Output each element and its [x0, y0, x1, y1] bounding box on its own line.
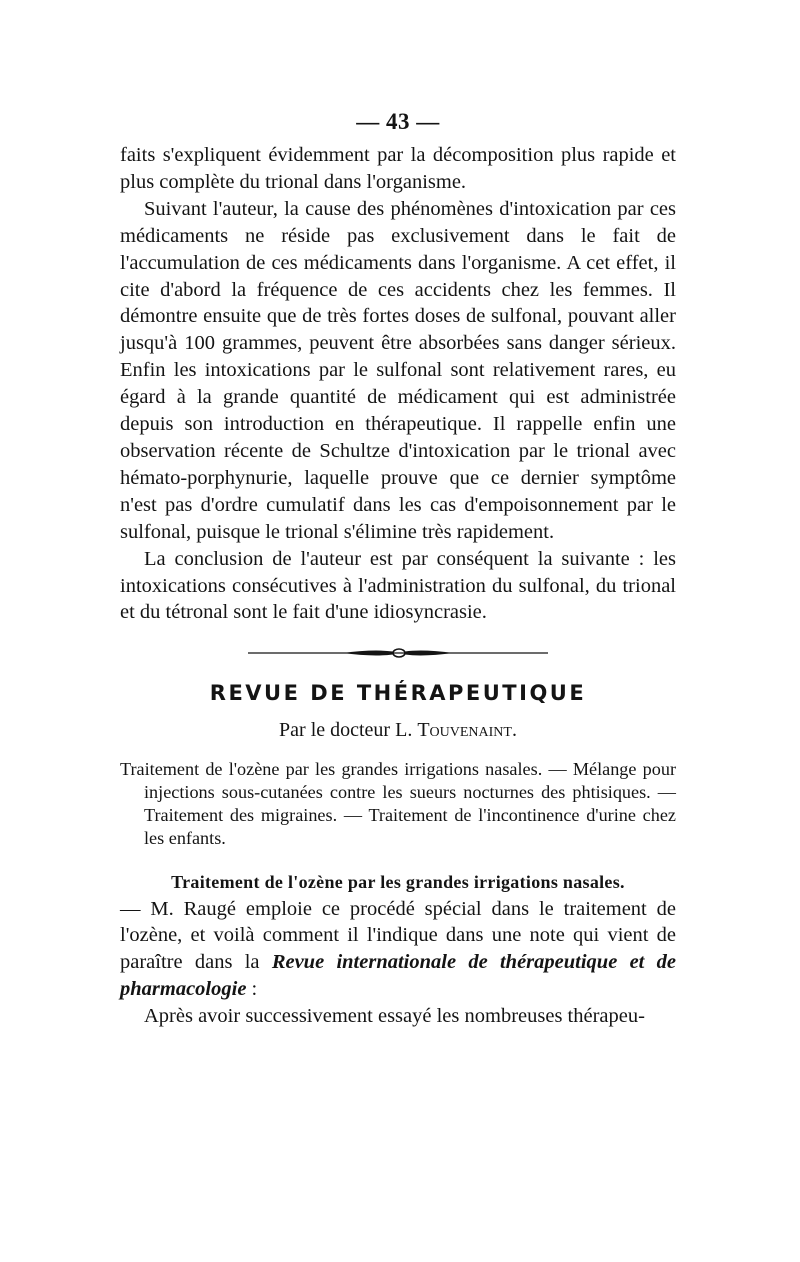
- paragraph-author-argument: Suivant l'auteur, la cause des phénomènes d'intoxication par ces médicaments ne réside pas exclusivement dans le fait de l'accumulation de ces médicaments dans l'organisme. A cet effet, il cite d'abord la fréquence de ces accidents chez les femmes. Il démontre ensuite que de très fortes doses de sulfonal, pouvant aller jusqu'à 100 grammes, peuvent être absorbées sans danger sérieux. Enfin les intoxications par le sulfonal sont relativement rares, eu égard à la grande quantité de médicament qui est administrée depuis son introduction en thérapeutique. Il rappelle enfin une observation récente de Schultze d'intoxication par le trional avec hémato-porphynurie, laquelle prouve que ce dernier symptôme n'est pas d'ordre cumulatif dans les cas d'empoisonnement par le sulfonal, puisque le trional s'élimine très rapidement.: [120, 197, 676, 543]
- paragraph-conclusion: La conclusion de l'auteur est par conséquent la suivante : les intoxications consécutives à l'administration du sulfonal, du trional et du tétronal sont le fait d'une idiosyncrasie.: [120, 547, 676, 624]
- byline-author: Touvenaint: [417, 719, 512, 742]
- byline-suffix: .: [511, 719, 517, 742]
- article-heading: Traitement de l'ozène par les grandes irrigations nasales.: [171, 871, 625, 892]
- article-text-before: — M. Raugé emploie ce procédé spécial dans le traitement de l'ozène, et voilà comment il l'indique dans une note qui vient de paraître dans la: [120, 897, 676, 974]
- page: [120, 108, 676, 1030]
- page-number: — 43 —: [356, 109, 440, 134]
- byline: [120, 716, 676, 744]
- journal-title: Revue internationale de thérapeutique et de pharmacologie: [120, 951, 676, 1001]
- article-paragraph: [120, 896, 676, 1004]
- section-summary: Traitement de l'ozène par les grandes irrigations nasales. — Mélange pour injections sous-cutanées contre les sueurs nocturnes des phtisiques. — Traitement des migraines. — Traitement de l'incontinence d'urine chez les enfants.: [120, 759, 676, 848]
- ornamental-rule: [248, 646, 548, 660]
- article-paragraph-next: Après avoir successivement essayé les nombreuses thérapeu-: [144, 1005, 645, 1028]
- section-title: REVUE DE THÉRAPEUTIQUE: [209, 681, 587, 706]
- byline-prefix: Par le docteur L.: [279, 719, 418, 742]
- article-text-after: :: [246, 978, 258, 1001]
- paragraph-continuation: faits s'expliquent évidemment par la décomposition plus rapide et plus complète du trional dans l'organisme.: [120, 144, 676, 193]
